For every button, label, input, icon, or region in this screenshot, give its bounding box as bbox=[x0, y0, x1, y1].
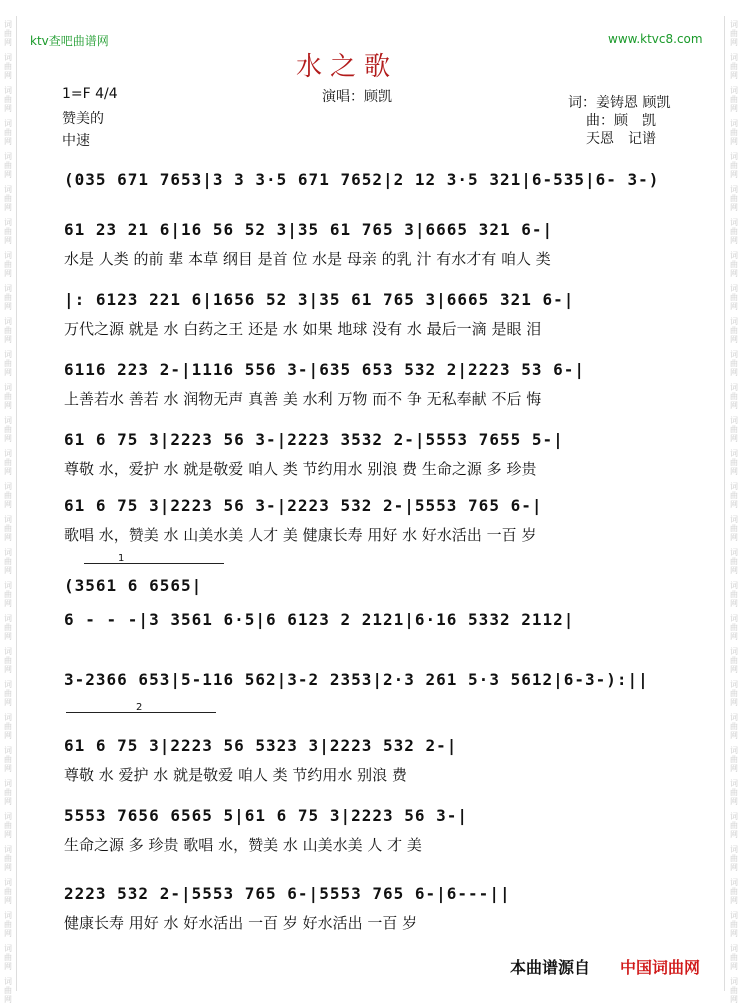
watermark-text: 词 曲 网 bbox=[4, 86, 12, 113]
watermark-text: 词 曲 网 bbox=[4, 713, 12, 740]
score-line-5-lyrics: 尊敬 水，爱护 水 就是敬爱 咱人 类 节约用水 别浪 费 生命之源 多 珍贵 bbox=[64, 460, 537, 478]
score-line-6-notes: 61 6 75 3|2223 56 3-|2223 532 2-|5553 765 6-| bbox=[64, 496, 543, 515]
watermark-text: 词 曲 网 bbox=[730, 911, 738, 938]
watermark-text: 词 曲 网 bbox=[4, 449, 12, 476]
watermark-text: 词 曲 网 bbox=[4, 119, 12, 146]
watermark-text: 词 曲 网 bbox=[4, 515, 12, 542]
volta-2-label: 2 bbox=[136, 702, 143, 713]
volta-1-bracket bbox=[84, 563, 224, 564]
watermark-text: 词 曲 网 bbox=[730, 779, 738, 806]
ktv-site-link[interactable]: ktv查吧曲谱网 bbox=[30, 34, 109, 48]
watermark-text: 词 曲 网 bbox=[4, 614, 12, 641]
volta-1-notes: (3561 6 6565| bbox=[64, 576, 203, 595]
watermark-text: 词 曲 网 bbox=[730, 647, 738, 674]
watermark-text: 词 曲 网 bbox=[730, 746, 738, 773]
watermark-text: 词 曲 网 bbox=[730, 548, 738, 575]
watermark-text: 词 曲 网 bbox=[4, 548, 12, 575]
watermark-text: 词 曲 网 bbox=[4, 251, 12, 278]
score-line-7-notes: 6 - - -|3 3561 6·5|6 6123 2 2121|6·16 5332 2112| bbox=[64, 610, 575, 629]
watermark-text: 词 曲 网 bbox=[730, 218, 738, 245]
volta-1-label: 1 bbox=[118, 553, 125, 564]
score-line-10-lyrics: 生命之源 多 珍贵 歌唱 水，赞美 水 山美水美 人 才 美 bbox=[64, 836, 422, 854]
watermark-text: 词 曲 网 bbox=[730, 53, 738, 80]
watermark-text: 词 曲 网 bbox=[730, 152, 738, 179]
source-label: 本曲谱源自 bbox=[510, 958, 591, 977]
score-line-4-lyrics: 上善若水 善若 水 润物无声 真善 美 水利 万物 而不 争 无私奉献 不后 悔 bbox=[64, 390, 542, 408]
watermark-text: 词 曲 网 bbox=[4, 944, 12, 971]
watermark-text: 词 曲 网 bbox=[4, 680, 12, 707]
watermark-text: 词 曲 网 bbox=[730, 86, 738, 113]
watermark-text: 词 曲 网 bbox=[4, 53, 12, 80]
score-line-9-notes: 61 6 75 3|2223 56 5323 3|2223 532 2-| bbox=[64, 736, 458, 755]
watermark-text: 词 曲 网 bbox=[730, 350, 738, 377]
watermark-text: 词 曲 网 bbox=[730, 119, 738, 146]
score-line-2-notes: 61 23 21 6|16 56 52 3|35 61 765 3|6665 321 6-| bbox=[64, 220, 554, 239]
composer-credit: 曲：顾 凯 bbox=[586, 113, 656, 129]
key-signature: 1=F 4/4 bbox=[62, 86, 118, 102]
score-line-5-notes: 61 6 75 3|2223 56 3-|2223 3532 2-|5553 7655 5-| bbox=[64, 430, 564, 449]
score-line-9-lyrics: 尊敬 水 爱护 水 就是敬爱 咱人 类 节约用水 别浪 费 bbox=[64, 766, 407, 784]
score-line-4-notes: 6116 223 2-|1116 556 3-|635 653 532 2|2223 53 6-| bbox=[64, 360, 586, 379]
left-border-line bbox=[16, 16, 17, 991]
watermark-text: 词 曲 网 bbox=[730, 185, 738, 212]
watermark-text: 词 曲 网 bbox=[730, 416, 738, 443]
watermark-text: 词 曲 网 bbox=[4, 977, 12, 1004]
watermark-text: 词 曲 网 bbox=[4, 350, 12, 377]
watermark-text: 词 曲 网 bbox=[730, 284, 738, 311]
score-line-2-lyrics: 水是 人类 的前 辈 本草 纲目 是首 位 水是 母亲 的乳 汁 有水才有 咱人 类 bbox=[64, 250, 551, 268]
score-line-1-notes: (035 671 7653|3 3 3·5 671 7652|2 12 3·5 321|6-535|6- 3-) bbox=[64, 170, 660, 189]
watermark-text: 词 曲 网 bbox=[730, 680, 738, 707]
watermark-text: 词 曲 网 bbox=[730, 614, 738, 641]
watermark-text: 词 曲 网 bbox=[730, 251, 738, 278]
watermark-text: 词 曲 网 bbox=[730, 482, 738, 509]
watermark-text: 词 曲 网 bbox=[730, 449, 738, 476]
watermark-text: 词 曲 网 bbox=[4, 779, 12, 806]
watermark-text: 词 曲 网 bbox=[4, 878, 12, 905]
right-watermark-strip bbox=[726, 0, 742, 1004]
watermark-text: 词 曲 网 bbox=[4, 482, 12, 509]
singer-credit: 演唱：顾凯 bbox=[322, 89, 392, 105]
score-line-3-notes: |: 6123 221 6|1656 52 3|35 61 765 3|6665 321 6-| bbox=[64, 290, 575, 309]
left-watermark-strip bbox=[0, 0, 16, 1004]
watermark-text: 词 曲 网 bbox=[4, 746, 12, 773]
source-site-link[interactable]: 中国词曲网 bbox=[620, 958, 701, 977]
watermark-text: 词 曲 网 bbox=[730, 713, 738, 740]
watermark-text: 词 曲 网 bbox=[4, 911, 12, 938]
watermark-text: 词 曲 网 bbox=[730, 944, 738, 971]
watermark-text: 词 曲 网 bbox=[730, 581, 738, 608]
watermark-text: 词 曲 网 bbox=[730, 383, 738, 410]
style-marking: 赞美的 bbox=[62, 111, 104, 127]
score-line-11-lyrics: 健康长寿 用好 水 好水活出 一百 岁 好水活出 一百 岁 bbox=[64, 914, 418, 932]
score-line-8-notes: 3-2366 653|5-116 562|3-2 2353|2·3 261 5·3 5612|6-3-):|| bbox=[64, 670, 649, 689]
watermark-text: 词 曲 网 bbox=[730, 977, 738, 1004]
tempo-marking: 中速 bbox=[62, 133, 90, 149]
lyricist-credit: 词：姜铸恩 顾凯 bbox=[568, 95, 671, 111]
song-title: 水之歌 bbox=[296, 52, 399, 82]
watermark-text: 词 曲 网 bbox=[730, 515, 738, 542]
watermark-text: 词 曲 网 bbox=[4, 647, 12, 674]
watermark-text: 词 曲 网 bbox=[4, 218, 12, 245]
score-line-10-notes: 5553 7656 6565 5|61 6 75 3|2223 56 3-| bbox=[64, 806, 469, 825]
watermark-text: 词 曲 网 bbox=[4, 416, 12, 443]
watermark-text: 词 曲 网 bbox=[730, 20, 738, 47]
watermark-text: 词 曲 网 bbox=[730, 845, 738, 872]
watermark-text: 词 曲 网 bbox=[730, 812, 738, 839]
watermark-text: 词 曲 网 bbox=[730, 317, 738, 344]
ktvc8-url-link[interactable]: www.ktvc8.com bbox=[608, 32, 703, 46]
score-line-3-lyrics: 万代之源 就是 水 白药之王 还是 水 如果 地球 没有 水 最后一滴 是眼 泪 bbox=[64, 320, 542, 338]
right-border-line bbox=[724, 16, 725, 991]
watermark-text: 词 曲 网 bbox=[4, 284, 12, 311]
watermark-text: 词 曲 网 bbox=[4, 581, 12, 608]
watermark-text: 词 曲 网 bbox=[730, 878, 738, 905]
score-line-6-lyrics: 歌唱 水，赞美 水 山美水美 人才 美 健康长寿 用好 水 好水活出 一百 岁 bbox=[64, 526, 537, 544]
score-line-11-notes: 2223 532 2-|5553 765 6-|5553 765 6-|6---|| bbox=[64, 884, 511, 903]
transcriber-credit: 天恩 记谱 bbox=[586, 131, 656, 147]
watermark-text: 词 曲 网 bbox=[4, 20, 12, 47]
watermark-text: 词 曲 网 bbox=[4, 812, 12, 839]
watermark-text: 词 曲 网 bbox=[4, 185, 12, 212]
watermark-text: 词 曲 网 bbox=[4, 845, 12, 872]
watermark-text: 词 曲 网 bbox=[4, 152, 12, 179]
watermark-text: 词 曲 网 bbox=[4, 317, 12, 344]
watermark-text: 词 曲 网 bbox=[4, 383, 12, 410]
